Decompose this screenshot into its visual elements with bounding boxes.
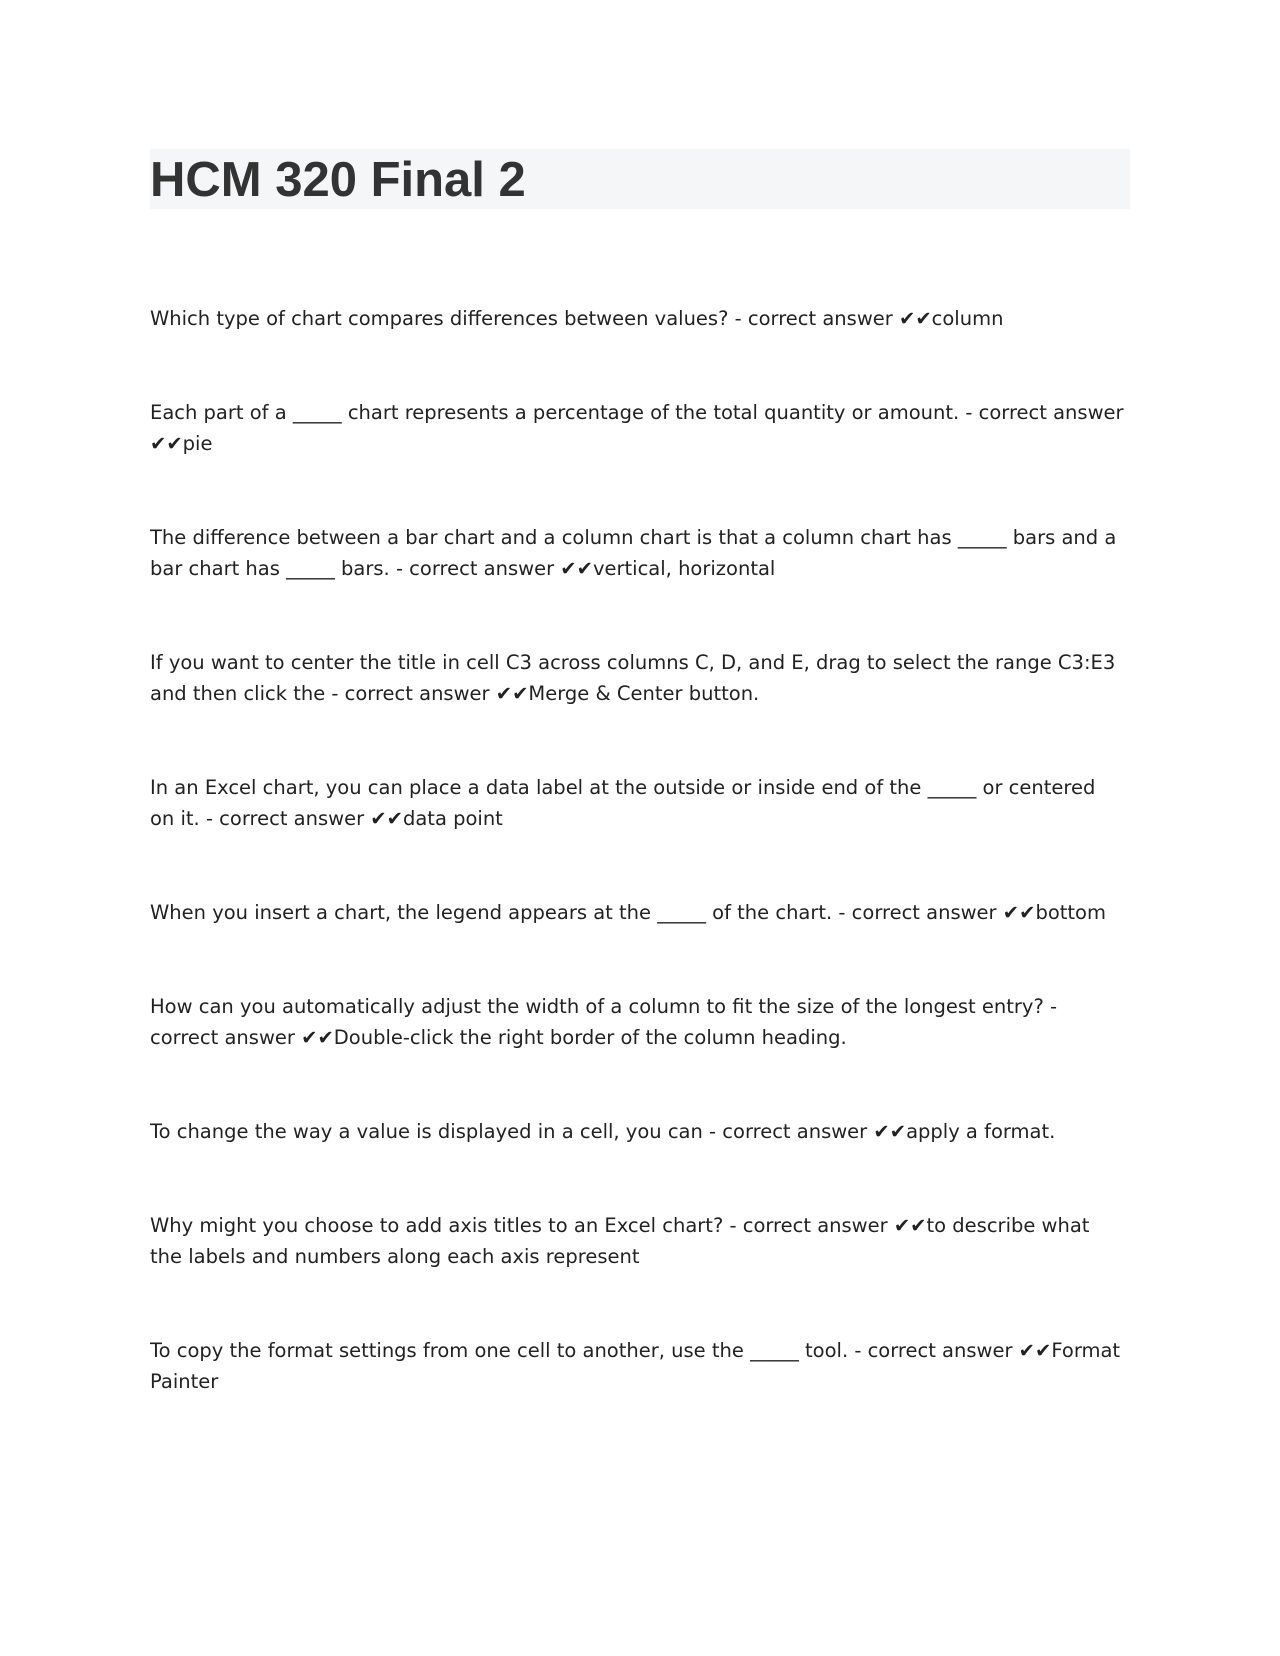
qa-item: The difference between a bar chart and a column chart is that a column chart has _____ bars and a bar chart has _____ bars. - correct answer ✔✔vertical, horizontal [150, 526, 1117, 580]
document-title: HCM 320 Final 2 [150, 153, 526, 207]
qa-item: If you want to center the title in cell C3 across columns C, D, and E, drag to select the range C3:E3 and then click the - correct answer ✔✔Merge & Center button. [150, 651, 1116, 705]
qa-item: How can you automatically adjust the width of a column to fit the size of the longest entry? - correct answer ✔✔Double-click the right border of the column heading. [150, 995, 1058, 1049]
question-answer-list [150, 303, 1125, 1460]
qa-item: To change the way a value is displayed in a cell, you can - correct answer ✔✔apply a format. [150, 1120, 1056, 1143]
qa-item: Which type of chart compares differences between values? - correct answer ✔✔column [150, 307, 1004, 330]
qa-item: Why might you choose to add axis titles to an Excel chart? - correct answer ✔✔to describe what the labels and numbers along each axis represent [150, 1214, 1090, 1268]
qa-item: Each part of a _____ chart represents a percentage of the total quantity or amount. - correct answer ✔✔pie [150, 401, 1124, 455]
qa-item: When you insert a chart, the legend appears at the _____ of the chart. - correct answer ✔✔bottom [150, 901, 1106, 924]
qa-item: In an Excel chart, you can place a data label at the outside or inside end of the _____ or centered on it. - correct answer ✔✔data point [150, 776, 1096, 830]
qa-item: To copy the format settings from one cell to another, use the _____ tool. - correct answer ✔✔Format Painter [150, 1339, 1121, 1393]
